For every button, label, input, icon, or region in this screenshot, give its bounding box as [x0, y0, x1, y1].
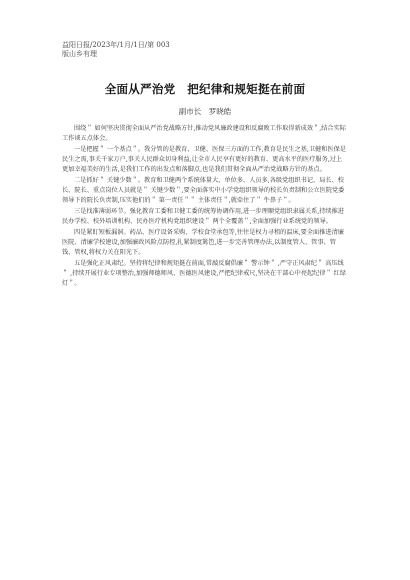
paragraph-point-3: 三是找准薄弱环节。强化教育工委和卫健工委的统筹协调作用,进一步理顺党组织隶属关系,持续推进民办学校、校外培训机构、民办医疗机构党组织建设＂ 两个全覆盖＂,全面加强行业系统党的领导。: [62, 208, 344, 225]
paragraph-intro: 围绕＂ 如何坚决贯彻全面从严治党战略方针,推动党风廉政建设和反腐败工作取得新成效＂,结合实际工作谈五点体会。: [62, 125, 346, 142]
section-line: 版山乡有理: [62, 50, 97, 58]
source-line: 益阳日报/2023年/1月/1日/第 003: [62, 41, 170, 49]
article-byline: 副市长 罗晓皓: [178, 107, 232, 116]
article-title: 全面从严治党 把纪律和规矩挺在前面: [104, 82, 306, 96]
article-body: [62, 124, 348, 290]
publication-meta: [62, 41, 170, 59]
paragraph-point-5: 五是强化正风肃纪。坚持将纪律和规矩挺在前面,常敲反腐倡廉＂ 警示钟＂ ,严守正风肃纪＂ 高压线＂ ,持续开展行业专项整治,加强师德师风、医德医风建设,严把纪律戒尺,坚决在干部心中亮起纪律＂ 红绿灯＂。: [62, 260, 347, 287]
paragraph-point-1: 一是把握＂ 一个基点＂。我分管的是教育、卫健、医保三方面的工作,教育是民生之基,卫健和医保是民生之需,事关千家万户,事关人民群众切身利益,让全市人民享有更好的教育、更高水平的医疗服务,过上更加幸福美好的生活,是我们工作的出发点和落脚点,也是我们贯彻全面从严治党战略方针的基点。: [62, 146, 346, 173]
paragraph-point-2: 二是抓好＂ 关键少数＂。教育和卫健两个系统体量大、单位多、人员多,各级党组织书记、局长、校长、院长、重点岗位人员就是＂ 关键少数＂,要全面落实中小学党组织领导的校长负责制和公立医院党委领导下的院长负责制,压实他们的＂ 第一责任＂＂ 主体责任＂,就牵住了＂ 牛鼻子＂。: [62, 177, 345, 204]
paragraph-point-4: 四是紧盯短板漏洞。药品、医疗设备采购、学校食堂承包等,往往是权力寻租的温床,要全面推进清廉医院、清廉学校建设,加强廉政风险点防控,扎紧制度篱笆,进一步完善管理办法,以制度管人、管事、管钱、管权,将权力关在阳光下。: [62, 229, 344, 256]
